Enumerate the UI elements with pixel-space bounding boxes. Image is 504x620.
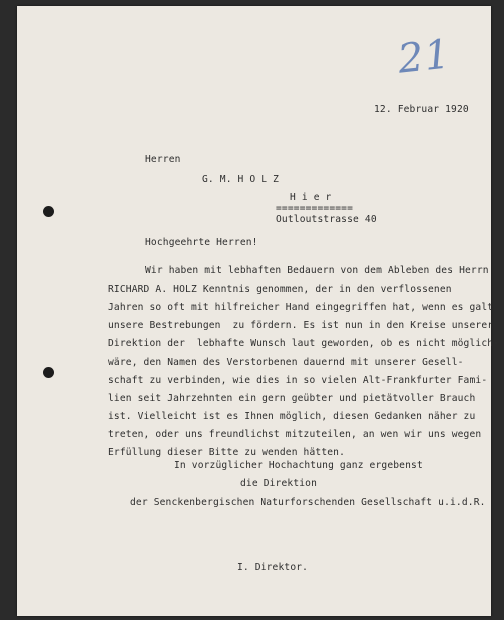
body-line: lien seit Jahrzehnten ein gern geübter und pietätvoller Brauch — [108, 393, 476, 404]
recipient-salutation: Herren — [145, 154, 181, 165]
body-line: wäre, den Namen des Verstorbenen dauernd mit unserer Gesell- — [108, 357, 464, 368]
body-line: Direktion der lebhafte Wunsch laut geworden, ob es nicht möglich- — [108, 338, 500, 349]
letter-date: 12. Februar 1920 — [374, 104, 469, 115]
body-line: Wir haben mit lebhaften Bedauern von dem Ableben des Herrn — [145, 265, 489, 276]
body-line: ist. Vielleicht ist es Ihnen möglich, diesen Gedanken näher zu — [108, 411, 476, 422]
recipient-underline: ============= — [276, 203, 354, 214]
body-line: treten, oder uns freundlichst mitzuteilen, an wen wir uns wegen — [108, 429, 482, 440]
greeting: Hochgeehrte Herren! — [145, 237, 258, 248]
body-line: Jahren so oft mit hilfreicher Hand eingegriffen hat, wenn es galt — [108, 302, 494, 313]
handwritten-page-number: 21 — [395, 31, 454, 83]
body-line: unsere Bestrebungen zu fördern. Es ist nun in den Kreise unserer — [108, 320, 494, 331]
signature-title: I. Direktor. — [237, 562, 309, 573]
punch-hole — [43, 367, 54, 378]
body-line: schaft zu verbinden, wie dies in so vielen Alt-Frankfurter Fami- — [108, 375, 488, 386]
recipient-city: H i e r — [290, 192, 332, 203]
body-line: RICHARD A. HOLZ Kenntnis genommen, der in den verflossenen — [108, 284, 452, 295]
recipient-name: G. M. H O L Z — [202, 174, 280, 185]
closing-organization: der Senckenbergischen Naturforschenden Gesellschaft u.i.d.R. — [130, 497, 486, 508]
closing-line: die Direktion — [240, 478, 318, 489]
recipient-street: Outloutstrasse 40 — [276, 214, 377, 225]
closing-line: In vorzüglicher Hochachtung ganz ergebenst — [174, 460, 423, 471]
punch-hole — [43, 206, 54, 217]
body-line: Erfüllung dieser Bitte zu wenden hätten. — [108, 447, 346, 458]
